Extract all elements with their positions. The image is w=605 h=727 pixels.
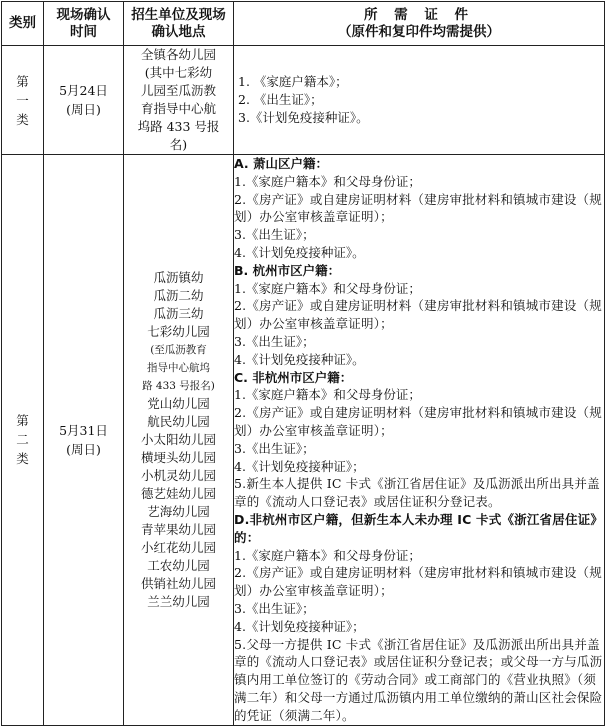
category-2-date [44,155,124,726]
requirement-item: 2. 《出生证》； [238,92,323,108]
kindergarten-name: 七彩幼儿园 [147,323,210,339]
location-note: 指导中心航坞 [147,361,210,374]
requirement-item: 4.《计划免疫接种证》； [234,458,365,474]
group-a-title: A. 萧山区户籍： [234,156,329,171]
weekday-text: (周日) [66,102,101,117]
kindergarten-name: 青苹果幼儿园 [140,521,216,537]
category-row-2 [2,155,605,726]
location-line: 全镇各幼儿园 [140,47,216,62]
kindergarten-name: 小机灵幼儿园 [140,467,216,483]
kindergarten-name: 党山幼儿园 [147,395,210,411]
category-1-requirements [234,46,605,155]
location-note: 路 433 号报名) [142,379,215,392]
category-2-label: 第二类 [2,155,44,726]
requirement-item: 2.《房产证》或自建房证明材料（建房审批材料和镇城市建设（规划）办公室审核盖章证明）； [234,298,602,332]
requirement-item: 4.《计划免疫接种证》。 [234,351,365,367]
requirement-item: 3.《出生证》； [234,333,315,349]
kindergarten-name: 瓜沥三幼 [153,305,204,321]
kindergarten-name: 小红花幼儿园 [140,539,216,555]
date-text: 5月31日 [59,422,108,438]
requirement-item: 3.《出生证》； [234,600,315,616]
location-line: 名) [169,137,188,152]
requirement-item: 4.《计划免疫接种证》。 [234,244,365,260]
requirement-item: 3.《出生证》； [234,440,315,456]
group-d-title: D.非杭州市区户籍，但新生本人未办理 IC 卡式《浙江省居住证》的： [234,511,604,545]
requirement-item: 1.《家庭户籍本》和父母身份证； [234,547,421,563]
header-category: 类别 [2,2,44,46]
enrollment-table [1,1,605,726]
header-documents-title: 所 需 证 件 [363,6,475,23]
location-line: (其中七彩幼 [144,65,213,80]
category-2-requirements [234,155,605,726]
header-documents-note: （原件和复印件均需提供） [338,23,500,40]
requirement-item: 1.《家庭户籍本》和父母身份证； [234,280,421,296]
kindergarten-name: 小太阳幼儿园 [140,431,216,447]
weekday-text: (周日) [66,441,101,457]
requirement-item: 1.《家庭户籍本》和父母身份证； [234,387,421,403]
kindergarten-name: 瓜沥镇幼 [153,269,204,285]
category-2-location [124,155,234,726]
category-1-label: 第一类 [2,46,44,155]
requirement-item: 5.父母一方提供 IC 卡式《浙江省居住证》及瓜沥派出所出具并盖章的《流动人口登记表》或居住证积分登记表；或父母一方与瓜沥镇内用工单位签订的《劳动合同》或工商部门的《营业执照》（须满二年）和父母一方通过瓜沥镇内用工单位缴纳的萧山区社会保险的凭证（须满二年）。 [234,636,603,723]
category-row-1 [2,46,605,155]
requirement-item: 5.新生本人提供 IC 卡式《浙江省居住证》及瓜沥派出所出具并盖章的《流动人口登记表》或居住证积分登记表。 [234,476,600,510]
header-date: 现场确认时间 [44,2,124,46]
requirement-item: 2.《房产证》或自建房证明材料（建房审批材料和镇城市建设（规划）办公室审核盖章证明）； [234,565,602,599]
header-documents [234,2,605,46]
kindergarten-name: 兰兰幼儿园 [147,593,210,609]
requirement-item: 3.《出生证》； [234,227,315,243]
location-note: (至瓜沥教育 [150,343,207,356]
location-line: 坞路 433 号报 [137,119,220,134]
kindergarten-name: 航民幼儿园 [147,413,210,429]
kindergarten-name: 横埂头幼儿园 [140,449,216,465]
requirement-item: 3.《计划免疫接种证》。 [238,109,369,125]
header-location: 招生单位及现场确认地点 [124,2,234,46]
location-line: 儿园至瓜沥教 [140,83,216,98]
location-line: 育指导中心航 [140,101,216,116]
requirement-item: 2.《房产证》或自建房证明材料（建房审批材料和镇城市建设（规划）办公室审核盖章证明）； [234,405,602,438]
category-1-date [44,46,124,155]
requirement-item: 2.《房产证》或自建房证明材料（建房审批材料和镇城市建设（规划）办公室审核盖章证明）； [234,191,602,225]
category-1-location [124,46,234,155]
kindergarten-name: 工农幼儿园 [147,557,210,573]
kindergarten-name: 艺海幼儿园 [147,503,210,519]
group-c-title: C. 非杭州市区户籍： [234,369,353,385]
kindergarten-name: 瓜沥二幼 [153,287,204,303]
header-row [2,2,605,46]
kindergarten-name: 供销社幼儿园 [140,575,216,591]
group-b-title: B. 杭州市区户籍： [234,262,341,278]
requirement-item: 1.《家庭户籍本》和父母身份证； [234,173,421,189]
date-text: 5月24日 [59,83,108,98]
requirement-item: 4.《计划免疫接种证》； [234,618,365,634]
kindergarten-name: 德艺娃幼儿园 [140,485,216,501]
requirement-item: 1. 《家庭户籍本》； [238,74,348,90]
